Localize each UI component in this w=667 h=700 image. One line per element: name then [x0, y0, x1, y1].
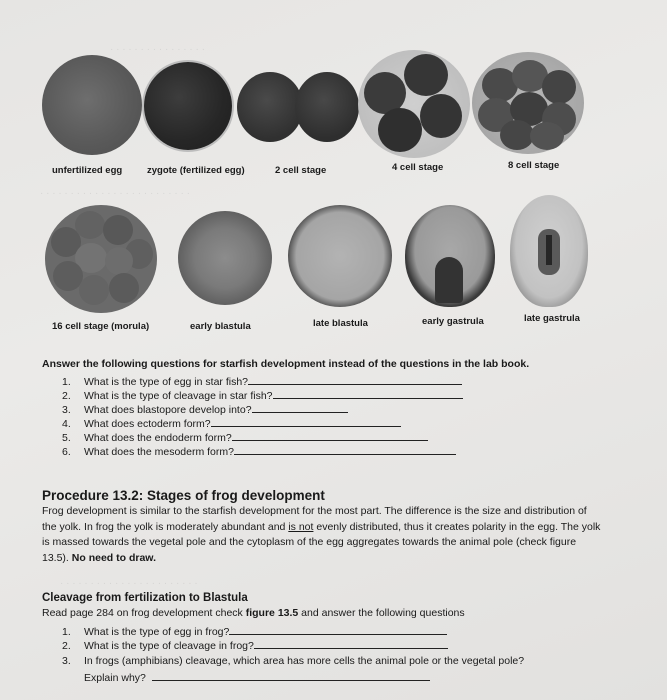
frog-question-3-explain: [84, 672, 430, 686]
explain-label: Explain why?: [84, 672, 146, 684]
question-text: What does the endoderm form?: [84, 432, 232, 444]
answer-blank[interactable]: [234, 446, 456, 455]
bleed-through-text: · · · · · · · · · · · · · · · · · · · · · · · · ·: [40, 188, 190, 199]
frog-question-1: [62, 626, 447, 640]
unfertilized-egg-image: [42, 55, 142, 155]
caption-early-gastrula: early gastrula: [422, 316, 484, 327]
question-text: What is the type of cleavage in frog?: [84, 640, 254, 652]
four-cell-stage-image: [358, 50, 470, 158]
question-text: What does blastopore develop into?: [84, 404, 252, 416]
answer-blank[interactable]: [211, 418, 401, 427]
bleed-through-text: · · · · · · · · · · · · · · · ·: [110, 44, 205, 55]
caption-unfertilized-egg: unfertilized egg: [52, 165, 123, 176]
answer-blank[interactable]: [229, 626, 447, 635]
caption-early-blastula: early blastula: [190, 321, 251, 332]
caption-late-blastula: late blastula: [313, 318, 368, 329]
question-text: What is the type of egg in frog?: [84, 626, 230, 638]
starfish-question-2: [62, 390, 463, 404]
answer-blank[interactable]: [248, 376, 462, 385]
answer-blank[interactable]: [273, 390, 463, 399]
bleed-through-text: · · · · · · · · · · · · · · · · · · · · · · ·: [60, 578, 198, 589]
frog-question-2: [62, 640, 448, 654]
question-number: 3.: [62, 655, 71, 667]
cleavage-heading: Cleavage from fertilization to Blastula: [42, 592, 248, 604]
caption-zygote: zygote (fertilized egg): [147, 165, 245, 176]
caption-late-gastrula: late gastrula: [524, 313, 580, 324]
question-number: 2.: [62, 640, 71, 652]
question-number: 1.: [62, 376, 71, 388]
procedure-heading: Procedure 13.2: Stages of frog development: [42, 488, 325, 503]
question-text: What does ectoderm form?: [84, 418, 211, 430]
answer-blank[interactable]: [252, 404, 348, 413]
answer-blank[interactable]: [152, 672, 430, 681]
starfish-question-1: [62, 376, 462, 390]
question-number: 3.: [62, 404, 71, 416]
late-blastula-image: [288, 205, 392, 307]
question-number: 1.: [62, 626, 71, 638]
question-text: What is the type of egg in star fish?: [84, 376, 249, 388]
caption-8-cell-stage: 8 cell stage: [508, 160, 560, 171]
answer-blank[interactable]: [232, 432, 428, 441]
frog-paragraph: Frog development is similar to the starfish development for the most part. The difference is the size and distribution of the yolk. In frog the yolk is moderately abundant and is not evenly distributed, thus it creates polarity in the egg. The yolk is massed towards the vegetal pole and the cytoplasm of the egg aggregates towards the animal pole (check figure 13.5). No need to draw.: [42, 505, 601, 564]
caption-2-cell-stage: 2 cell stage: [275, 165, 327, 176]
starfish-question-3: [62, 404, 348, 418]
question-text: What does the mesoderm form?: [84, 446, 234, 458]
frog-question-3: [62, 655, 524, 669]
question-text: What is the type of cleavage in star fish?: [84, 390, 273, 402]
caption-morula: 16 cell stage (morula): [52, 321, 150, 332]
question-number: 2.: [62, 390, 71, 402]
answer-blank[interactable]: [254, 640, 448, 649]
question-text: In frogs (amphibians) cleavage, which area has more cells the animal pole or the vegetal pole?: [84, 655, 525, 667]
eight-cell-stage-image: [472, 52, 584, 154]
late-gastrula-image: [510, 195, 588, 307]
early-gastrula-image: [405, 205, 495, 307]
starfish-question-6: [62, 446, 456, 460]
zygote-image: [144, 62, 232, 150]
early-blastula-image: [178, 211, 272, 305]
two-cell-stage-image: [237, 70, 359, 146]
question-number: 4.: [62, 418, 71, 430]
question-number: 6.: [62, 446, 71, 458]
question-number: 5.: [62, 432, 71, 444]
morula-image: [45, 205, 157, 313]
starfish-question-4: [62, 418, 401, 432]
caption-4-cell-stage: 4 cell stage: [392, 162, 444, 173]
cleavage-instructions: Read page 284 on frog development check figure 13.5 and answer the following questions: [42, 607, 465, 619]
starfish-question-5: [62, 432, 428, 446]
starfish-instructions: Answer the following questions for starfish development instead of the questions in the lab book.: [42, 358, 530, 370]
